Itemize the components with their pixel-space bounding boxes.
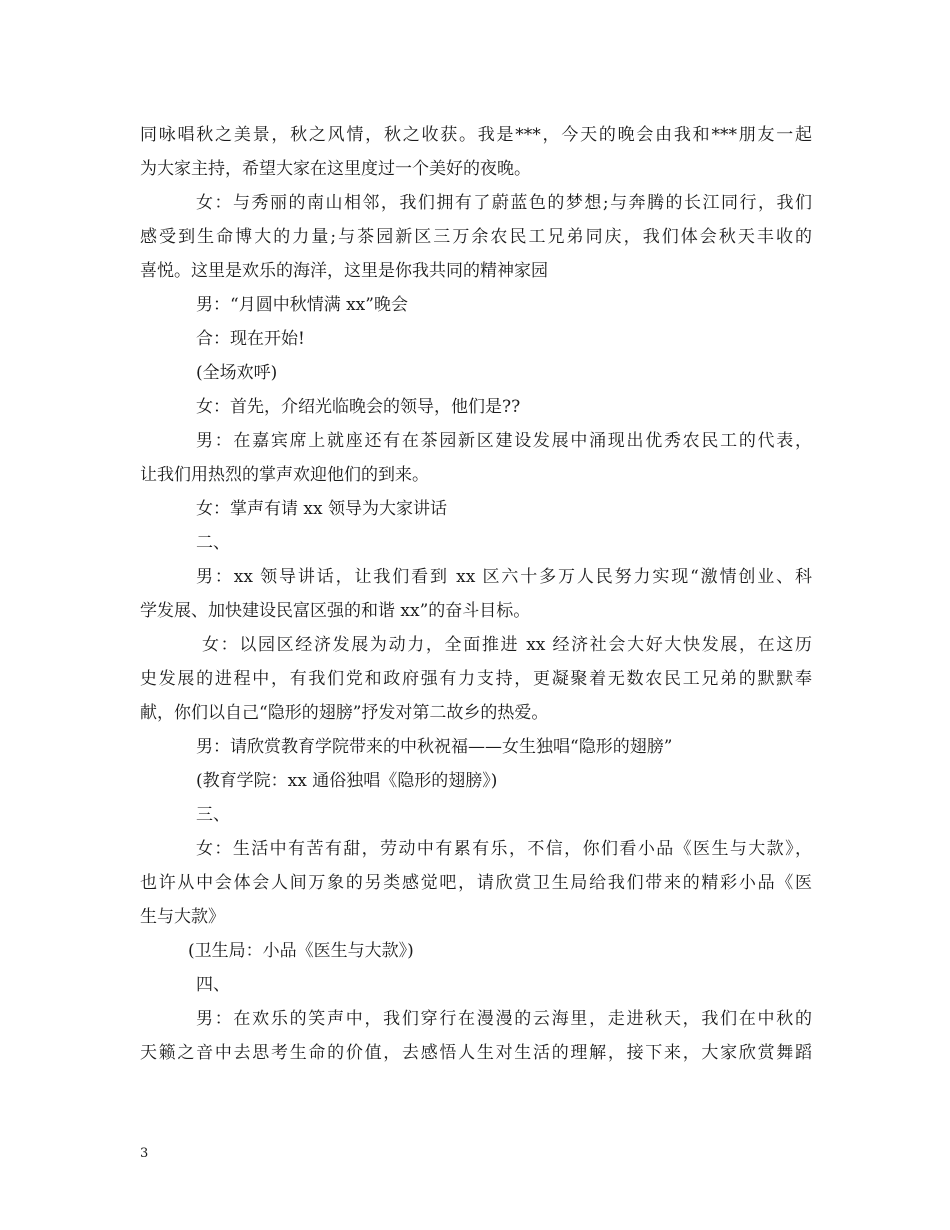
section-heading: 四、: [196, 975, 230, 995]
text-line: (教育学院：xx 通俗独唱《隐形的翅膀》): [196, 771, 498, 791]
text-line: 女：掌声有请 xx 领导为大家讲话: [196, 499, 447, 519]
text-line: 喜悦。这里是欢乐的海洋，这里是你我共同的精神家园: [140, 261, 548, 281]
text-line: 感受到生命博大的力量;与茶园新区三万余农民工兄弟同庆，我们体会秋天丰收的: [140, 227, 812, 247]
section-heading: 二、: [196, 533, 230, 553]
text-line: 女：以园区经济发展为动力，全面推进 xx 经济社会大好大快发展，在这历: [202, 635, 812, 655]
text-line: 女：首先，介绍光临晚会的领导，他们是??: [196, 397, 521, 417]
text-line: 献，你们以自己“隐形的翅膀”抒发对第二故乡的热爱。: [140, 703, 549, 723]
text-line: 男：“月圆中秋情满 xx”晚会: [196, 295, 408, 315]
section-heading: 三、: [196, 805, 230, 825]
text-line: 天籁之音中去思考生命的价值，去感悟人生对生活的理解，接下来，大家欣赏舞蹈: [140, 1043, 812, 1063]
text-line: 学发展、加快建设民富区强的和谐 xx”的奋斗目标。: [140, 601, 531, 621]
page-number: 3: [140, 1146, 149, 1161]
text-line: 女：生活中有苦有甜，劳动中有累有乐，不信，你们看小品《医生与大款》，: [196, 839, 812, 859]
text-line: 合：现在开始!: [196, 329, 305, 349]
text-line: 史发展的进程中，有我们党和政府强有力支持，更凝聚着无数农民工兄弟的默默奉: [140, 669, 812, 689]
text-line: 男：xx 领导讲话，让我们看到 xx 区六十多万人民努力实现“激情创业、科: [196, 567, 812, 587]
text-line: 让我们用热烈的掌声欢迎他们的到来。: [140, 465, 429, 485]
text-line: (全场欢呼): [196, 363, 278, 383]
text-line: 为大家主持，希望大家在这里度过一个美好的夜晚。: [140, 159, 531, 179]
text-line: 生与大款》: [140, 907, 225, 927]
text-line: 男：在嘉宾席上就座还有在茶园新区建设发展中涌现出优秀农民工的代表，: [196, 431, 812, 451]
text-line: 男：在欢乐的笑声中，我们穿行在漫漫的云海里，走进秋天，我们在中秋的: [196, 1009, 812, 1029]
text-line: 同咏唱秋之美景，秋之风情，秋之收获。我是***，今天的晚会由我和***朋友一起: [140, 125, 812, 145]
document-body: [140, 118, 812, 1070]
text-line: 男：请欣赏教育学院带来的中秋祝福——女生独唱“隐形的翅膀”: [196, 737, 673, 757]
text-line: 也许从中会体会人间万象的另类感觉吧，请欣赏卫生局给我们带来的精彩小品《医: [140, 873, 812, 893]
text-line: 女：与秀丽的南山相邻，我们拥有了蔚蓝色的梦想;与奔腾的长江同行，我们: [196, 193, 812, 213]
text-line: (卫生局：小品《医生与大款》): [188, 941, 414, 961]
